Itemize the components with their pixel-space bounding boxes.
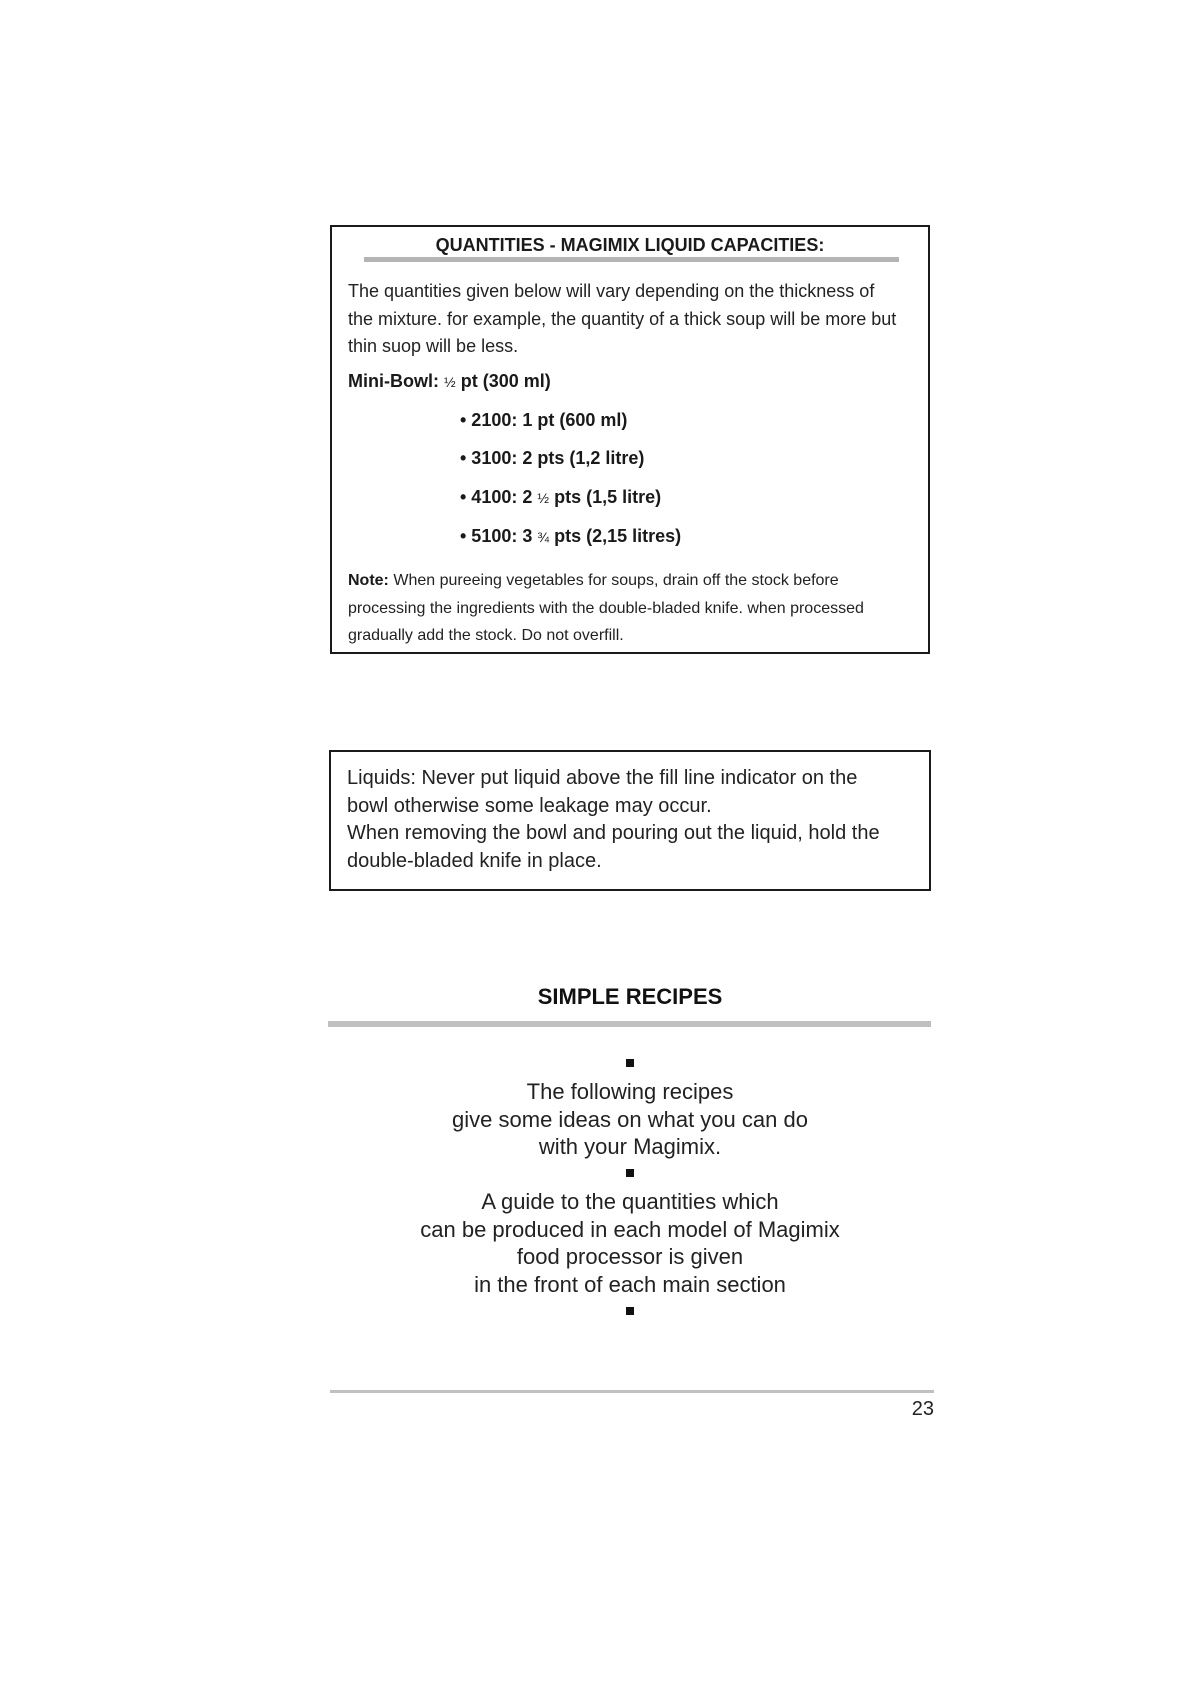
liquids-box [329,750,931,891]
recipes-guide-line: can be produced in each model of Magimix [420,1216,840,1242]
recipes-intro-line: give some ideas on what you can do [452,1106,808,1132]
note-line: processing the ingredients with the double-bladed knife. when processed [348,599,864,617]
recipes-underline [328,1021,931,1027]
note-text [348,567,918,650]
recipes-intro-line: The following recipes [526,1079,734,1104]
capacity-item-3100 [460,448,644,469]
intro-line: The quantities given below will vary depending on the thickness of [348,281,875,301]
intro-line: thin suop will be less. [348,336,519,356]
intro-line: the mixture. for example, the quantity of a thick soup will be more but [348,308,897,329]
title-underline [364,257,899,262]
square-bullet-icon [626,1059,634,1067]
capacity-text: • 5100: 3 [460,526,533,546]
note-label: Note: [348,572,389,589]
liquids-line: double-bladed knife in place. [347,849,602,872]
capacity-text: • 3100: 2 pts (1,2 litre) [460,448,645,468]
capacity-fraction: ¾ [537,529,550,545]
liquids-line: When removing the bowl and pouring out the liquid, hold the [347,822,880,844]
recipes-guide-line: A guide to the quantities which [481,1189,779,1214]
note-line: gradually add the stock. Do not overfill. [348,627,624,644]
capacity-item-2100 [460,410,627,431]
liquids-line: bowl otherwise some leakage may occur. [347,794,712,817]
note-first-line: When pureeing vegetables for soups, drain off the stock before [393,572,839,589]
capacity-suffix: pts (1,5 litre) [554,487,662,507]
capacity-text: • 4100: 2 [460,487,533,507]
recipes-intro-line: with your Magimix. [538,1134,722,1159]
capacities-box [330,225,930,654]
square-bullet-icon [626,1169,634,1177]
capacity-fraction: ½ [537,490,550,506]
capacities-title: QUANTITIES - MAGIMIX LIQUID CAPACITIES: [435,235,825,255]
note-line [348,567,918,595]
mini-bowl-fraction: ½ [444,374,456,390]
recipes-guide-line: food processor is given [516,1244,744,1269]
recipes-guide-line: in the front of each main section [474,1271,786,1297]
capacity-item-5100 [460,526,681,547]
capacity-text: • 2100: 1 pt (600 ml) [460,410,628,430]
capacity-suffix: pts (2,15 litres) [554,526,682,546]
capacities-intro [348,278,918,361]
mini-bowl-value: pt (300 ml) [460,371,551,391]
capacity-item-4100 [460,487,661,508]
square-bullet-icon [626,1307,634,1315]
page-number: 23 [911,1398,934,1420]
mini-bowl-label: Mini-Bowl: [348,371,439,391]
recipes-title: SIMPLE RECIPES [537,984,723,1009]
recipes-intro [330,1078,930,1161]
recipes-guide [330,1188,930,1298]
mini-bowl-capacity [348,371,551,392]
footer-divider [330,1390,934,1393]
liquids-line: Liquids: Never put liquid above the fill line indicator on the [347,767,858,789]
